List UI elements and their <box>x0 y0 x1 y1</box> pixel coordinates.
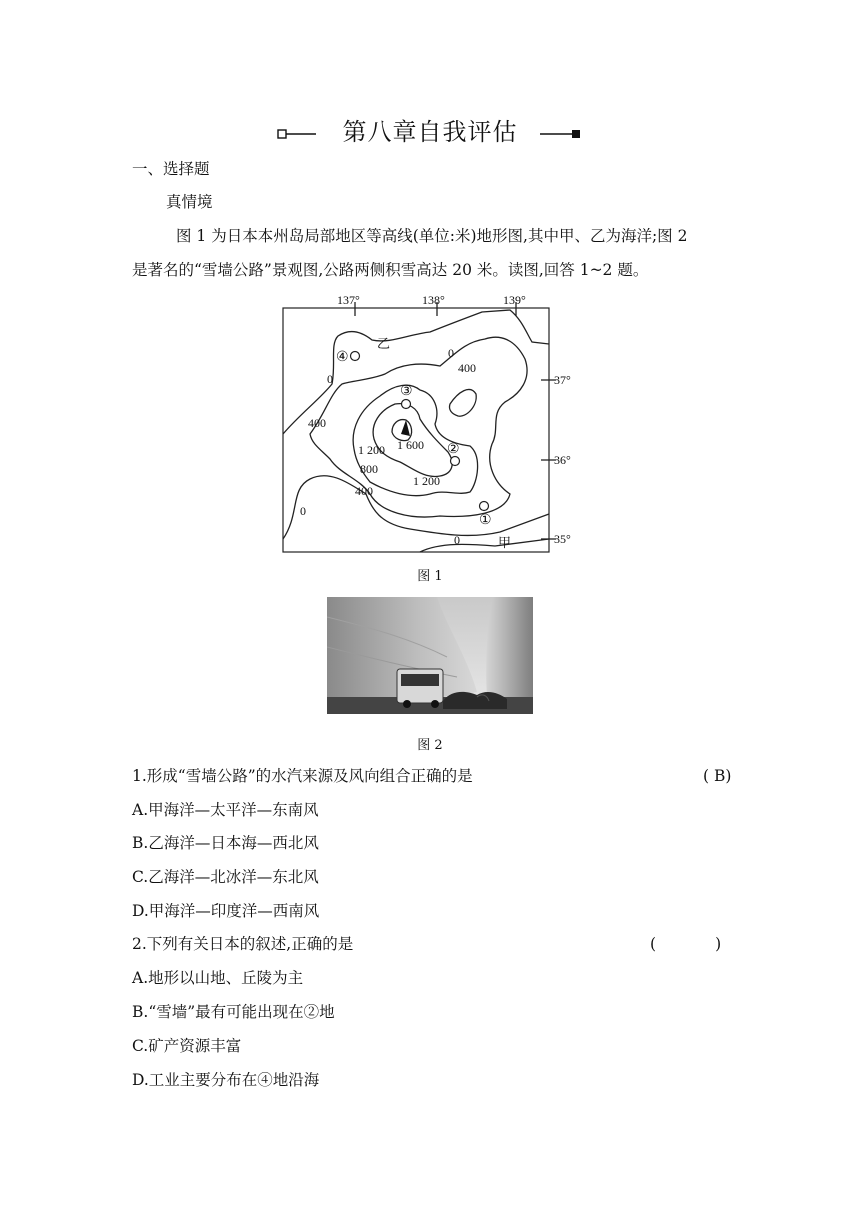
contour-label: 0 <box>300 504 306 518</box>
snow-wall-photo <box>327 597 533 714</box>
intro-line-2: 是著名的“雪墙公路”景观图,公路两侧积雪高达 20 米。读图,回答 1~2 题。 <box>132 261 649 279</box>
question-1-answer: ( B) <box>703 767 732 785</box>
subsection-heading: 真情境 <box>166 193 213 211</box>
contour-label: 0 <box>454 533 460 547</box>
figure-2-caption: 图 2 <box>417 738 443 753</box>
title-text: 第八章自我评估 <box>342 118 518 146</box>
lon-label: 137° <box>337 293 360 307</box>
lon-label: 138° <box>422 293 445 307</box>
question-2-stem: 2.下列有关日本的叙述,正确的是 <box>132 935 354 953</box>
question-2-option-a: A.地形以山地、丘陵为主 <box>132 969 304 987</box>
lat-label: 36° <box>554 453 571 467</box>
page-title <box>0 112 860 147</box>
figure-1-caption: 图 1 <box>417 569 443 584</box>
contour-label: 1 200 <box>358 443 385 457</box>
contour-label: 400 <box>355 484 373 498</box>
contour-label: 1 600 <box>397 438 424 452</box>
point-label: ④ <box>336 350 349 365</box>
intro-line-1: 图 1 为日本本州岛局部地区等高线(单位:米)地形图,其中甲、乙为海洋;图 2 <box>176 227 688 245</box>
question-1-option-b: B.乙海洋—日本海—西北风 <box>132 834 319 852</box>
contour-label: 0 <box>327 372 333 386</box>
contour-label: 400 <box>458 361 476 375</box>
lat-label: 37° <box>554 373 571 387</box>
question-2-option-b: B.“雪墙”最有可能出现在②地 <box>132 1003 335 1021</box>
contour-label: 800 <box>360 462 378 476</box>
question-2-option-c: C.矿产资源丰富 <box>132 1037 242 1055</box>
point-label: ① <box>479 513 492 528</box>
contour-label: 400 <box>308 416 326 430</box>
question-2-answer: ( ) <box>650 935 722 953</box>
lat-label: 35° <box>554 532 571 546</box>
question-1-option-d: D.甲海洋—印度洋—西南风 <box>132 902 320 920</box>
title-left-ornament <box>276 126 334 142</box>
contour-label: 0 <box>448 346 454 360</box>
question-1-option-a: A.甲海洋—太平洋—东南风 <box>132 801 319 819</box>
lon-label: 139° <box>503 293 526 307</box>
title-right-ornament <box>526 126 584 142</box>
point-label: ③ <box>400 384 413 399</box>
contour-label: 1 200 <box>413 474 440 488</box>
question-1-option-c: C.乙海洋—北冰洋—东北风 <box>132 868 319 886</box>
contour-map <box>270 284 580 556</box>
question-1-stem: 1.形成“雪墙公路”的水汽来源及风向组合正确的是 <box>132 767 473 785</box>
section-heading: 一、选择题 <box>132 160 210 178</box>
sea-label-jia: 甲 <box>498 535 512 550</box>
point-label: ② <box>447 442 460 457</box>
question-2-option-d: D.工业主要分布在④地沿海 <box>132 1071 320 1089</box>
sea-label-yi: 乙 <box>377 336 391 351</box>
